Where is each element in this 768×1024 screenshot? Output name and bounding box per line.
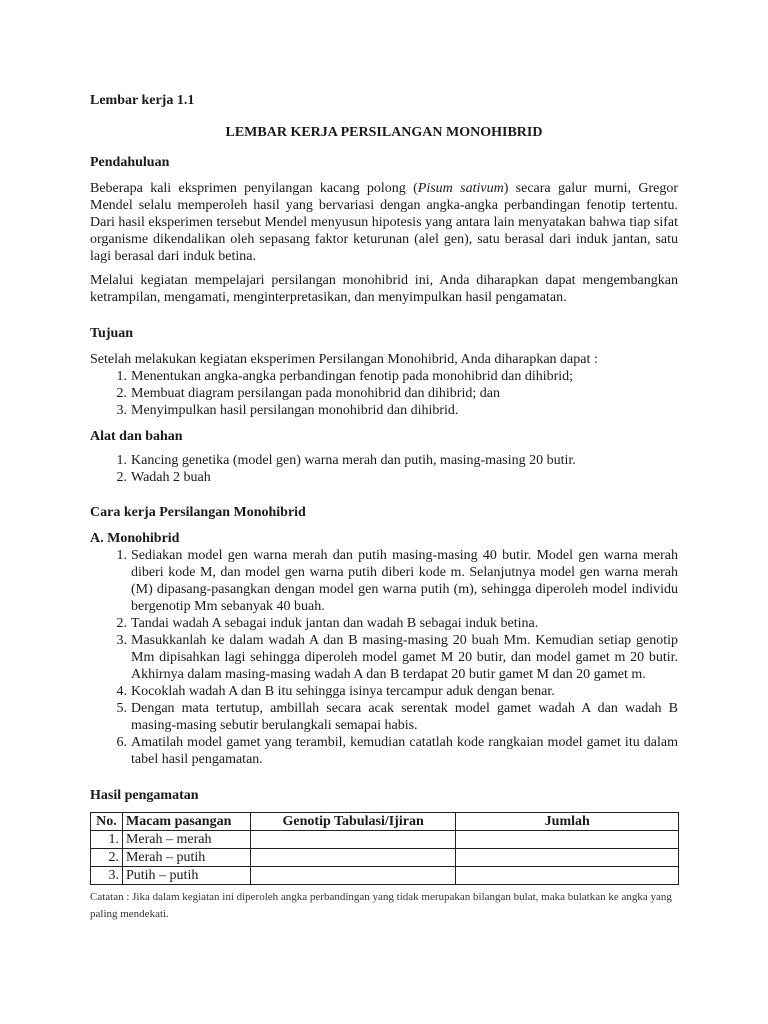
materials-heading: Alat dan bahan: [90, 429, 183, 444]
list-item: 1. Sediakan model gen warna merah dan putih masing-masing 40 butir. Model gen warna merah diberi kode M, dan model gen warna putih diberi kode m. Selanjutnya model gen warna merah (M) dipasang-pasangkan dengan model gen warna putih (m), sehingga diperoleh model individu bergenotip Mm sebanyak 40 buah.: [116, 548, 678, 614]
objectives-list: [116, 368, 678, 419]
list-item: 4. Kocoklah wadah A dan B itu sehingga isinya tercampur aduk dengan benar.: [116, 684, 555, 699]
list-item: 2. Tandai wadah A sebagai induk jantan dan wadah B sebagai induk betina.: [116, 616, 539, 631]
list-item: 2. Membuat diagram persilangan pada monohibrid dan dihibrid; dan: [116, 386, 500, 401]
objectives-lead: Setelah melakukan kegiatan eksperimen Persilangan Monohibrid, Anda diharapkan dapat :: [90, 352, 598, 367]
column-header-no: No.: [91, 813, 123, 831]
cell-no: 2.: [91, 849, 123, 867]
cell-genotype[interactable]: [250, 867, 456, 885]
materials-list: [116, 452, 678, 486]
results-table: [90, 812, 679, 885]
list-item: 1. Menentukan angka-angka perbandingan fenotip pada monohibrid dan dihibrid;: [116, 369, 574, 384]
list-item: 5. Dengan mata tertutup, ambillah secara acak serentak model gamet wadah A dan wadah B masing-masing sebutir berulangkali semapai habis.: [116, 701, 678, 733]
column-header-genotype: Genotip Tabulasi/Ijiran: [250, 813, 456, 831]
cell-no: 1.: [91, 831, 123, 849]
worksheet-label: Lembar kerja 1.1: [90, 93, 195, 108]
list-item: 3. Masukkanlah ke dalam wadah A dan B masing-masing 20 buah Mm. Kemudian setiap genotip Mm dipisahkan lagi sehingga diperoleh model gamet M 20 butir, dan model gamet m 20 butir. Akhirnya dalam masing-masing wadah A dan B terdapat 20 butir gamet M dan 20 gamet m.: [116, 633, 678, 682]
results-heading: Hasil pengamatan: [90, 788, 199, 803]
cell-genotype[interactable]: [250, 831, 456, 849]
table-row: [91, 867, 679, 885]
procedure-list: [116, 547, 678, 768]
cell-genotype[interactable]: [250, 849, 456, 867]
cell-pair: Merah – putih: [122, 849, 250, 867]
cell-count[interactable]: [456, 849, 679, 867]
cell-pair: Putih – putih: [122, 867, 250, 885]
intro-heading: Pendahuluan: [90, 155, 170, 170]
intro-paragraph-1: [90, 180, 678, 265]
table-row: [91, 831, 679, 849]
cell-pair: Merah – merah: [122, 831, 250, 849]
cell-count[interactable]: [456, 831, 679, 849]
list-item: 1. Kancing genetika (model gen) warna merah dan putih, masing-masing 20 butir.: [116, 453, 576, 468]
page-title: LEMBAR KERJA PERSILANGAN MONOHIBRID: [225, 125, 543, 140]
cell-no: 3.: [91, 867, 123, 885]
intro-p1-before: Beberapa kali eksprimen penyilangan kacang polong (: [90, 181, 418, 196]
procedure-heading: Cara kerja Persilangan Monohibrid: [90, 505, 306, 520]
table-header-row: [91, 813, 679, 831]
column-header-pair: Macam pasangan: [122, 813, 250, 831]
intro-species: Pisum sativum: [417, 181, 504, 196]
procedure-subheading: A. Monohibrid: [90, 531, 180, 546]
objectives-heading: Tujuan: [90, 326, 134, 341]
list-item: 3. Menyimpulkan hasil persilangan monohibrid dan dihibrid.: [116, 403, 459, 418]
list-item: 2. Wadah 2 buah: [116, 470, 211, 485]
intro-p1-after: ) secara galur murni, Gregor Mendel selalu memperoleh hasil yang bervariasi dengan angka-angka perbandingan fenotip tertentu. Dari hasil eksperimen tersebut Mendel menyusun hipotesis yang antara lain menyatakan bahwa tiap sifat organisme dikendalikan oleh sepasang faktor keturunan (alel gen), satu berasal dari induk jantan, satu lagi berasal dari induk betina.: [90, 181, 679, 264]
results-note: Catatan : Jika dalam kegiatan ini diperoleh angka perbandingan yang tidak merupakan bilangan bulat, maka bulatkan ke angka yang paling mendekati.: [90, 891, 672, 920]
cell-count[interactable]: [456, 867, 679, 885]
intro-paragraph-2: Melalui kegiatan mempelajari persilangan monohibrid ini, Anda diharapkan dapat mengembangkan ketrampilan, mengamati, menginterpretasikan, dan menyimpulkan hasil pengamatan.: [90, 273, 678, 305]
table-row: [91, 849, 679, 867]
list-item: 6. Amatilah model gamet yang terambil, kemudian catatlah kode rangkaian model gamet itu dalam tabel hasil pengamatan.: [116, 735, 678, 767]
column-header-count: Jumlah: [456, 813, 679, 831]
